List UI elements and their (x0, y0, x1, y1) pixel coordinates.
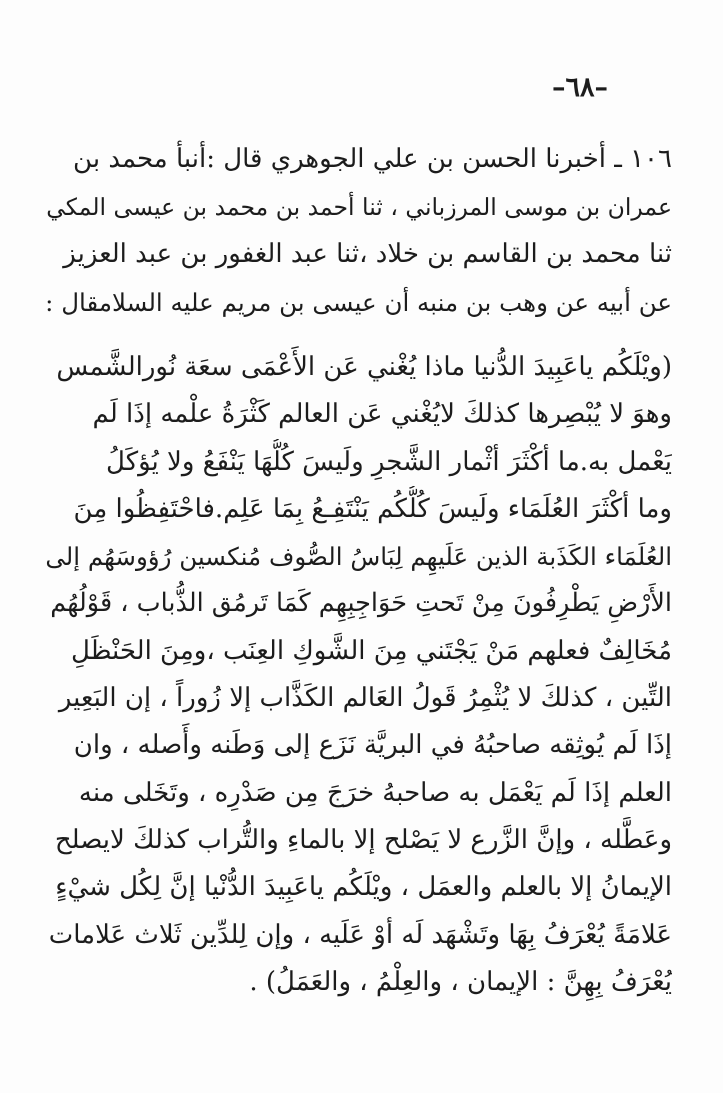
text-line: الأَرْضِ يَطْرِفُونَ مِنْ تَحتِ حَوَاجِبِهِم كَمَا تَرمُق الذُّباب ، قَوْلُهُم (50, 588, 672, 619)
text-line: الإيمانُ إلا بالعلم والعمَل ، ويْلَكُم ياعَبِيدَ الدُّنْيا إنَّ لِكُل شيْءٍ (55, 872, 672, 903)
text-line: إذَا لَم يُوثِقه صاحبُهُ في البريَّة نَزَع إلى وَطَنه وأَصله ، وان (73, 730, 672, 761)
text-line: ١٠٦ ـ أخبرنا الحسن بن علي الجوهري قال :أنبأ محمد بن (73, 144, 672, 174)
text-line: التِّين ، كذلكَ لا يُثْمِرُ قَولُ العَالم الكَذَّاب إلا زُوراً ، إن البَعِير (58, 683, 672, 714)
text-line: (ويْلَكُم ياعَبِيدَ الدُّنيا ماذا يُغْني عَن الأَعْمَى سعَة نُورالشَّمس (56, 352, 672, 382)
text-line: العلم إذَا لَم يَعْمَل به صاحبهُ خرَجَ مِن صَدْرِه ، وتَخَلى منه (78, 777, 672, 808)
text-line: عن أبيه عن وهب بن منبه أن عيسى بن مريم عليه السلامقال : (45, 287, 672, 317)
page-number: –٦٨– (551, 72, 608, 103)
text-line: مُخَالِفٌ فعلهم مَنْ يَجْتَني مِنَ الشَّوكِ العِنَب ،ومِنَ الحَنْظَلِ (71, 635, 672, 666)
text-line: يَعْمل به.ما أكْثَرَ أثْمار الشَّجرِ ولَيسَ كُلُّهَا يَنْفَعُ ولا يُؤكَلُ (106, 446, 672, 477)
text-line: ثنا محمد بن القاسم بن خلاد ،ثنا عبد الغفور بن عبد العزيز (63, 239, 672, 269)
isnad-paragraph (42, 136, 672, 326)
text-line: العُلَمَاء الكَذَبة الذين عَلَيهِم لِبَاسُ الصُّوف مُنكسين رُؤوسَهُم إلى (45, 542, 672, 572)
text-line: عَلامَةً يُعْرَفُ بِهَا وتَشْهَد لَه أوْ عَلَيه ، وإن لِلدِّين ثَلاث عَلامات (48, 919, 672, 950)
text-line: عمران بن موسى المرزباني ، ثنا أحمد بن محمد بن عيسى المكي (46, 192, 672, 221)
text-line: وما أكْثَرَ العُلَمَاء ولَيسَ كُلُّكُم يَنْتَفِـعُ بِمَا عَلِم.فاحْتَفِظُوا مِنَ (73, 493, 672, 524)
text-line: وعَطَّله ، وإنَّ الزَّرع لا يَصْلح إلا بالماءِ والتُّراب كذلكَ لايصلح (54, 824, 672, 855)
text-line: وهوَ لا يُبْصِرها كذلكَ لايُغْني عَن العالم كَثْرَةُ علْمه إذَا لَم (92, 399, 672, 430)
text-line: يُعْرَفُ بِهِنَّ : الإيمان ، والعِلْمُ ، والعَمَلُ) . (249, 966, 672, 997)
matn-paragraph (42, 344, 672, 1006)
